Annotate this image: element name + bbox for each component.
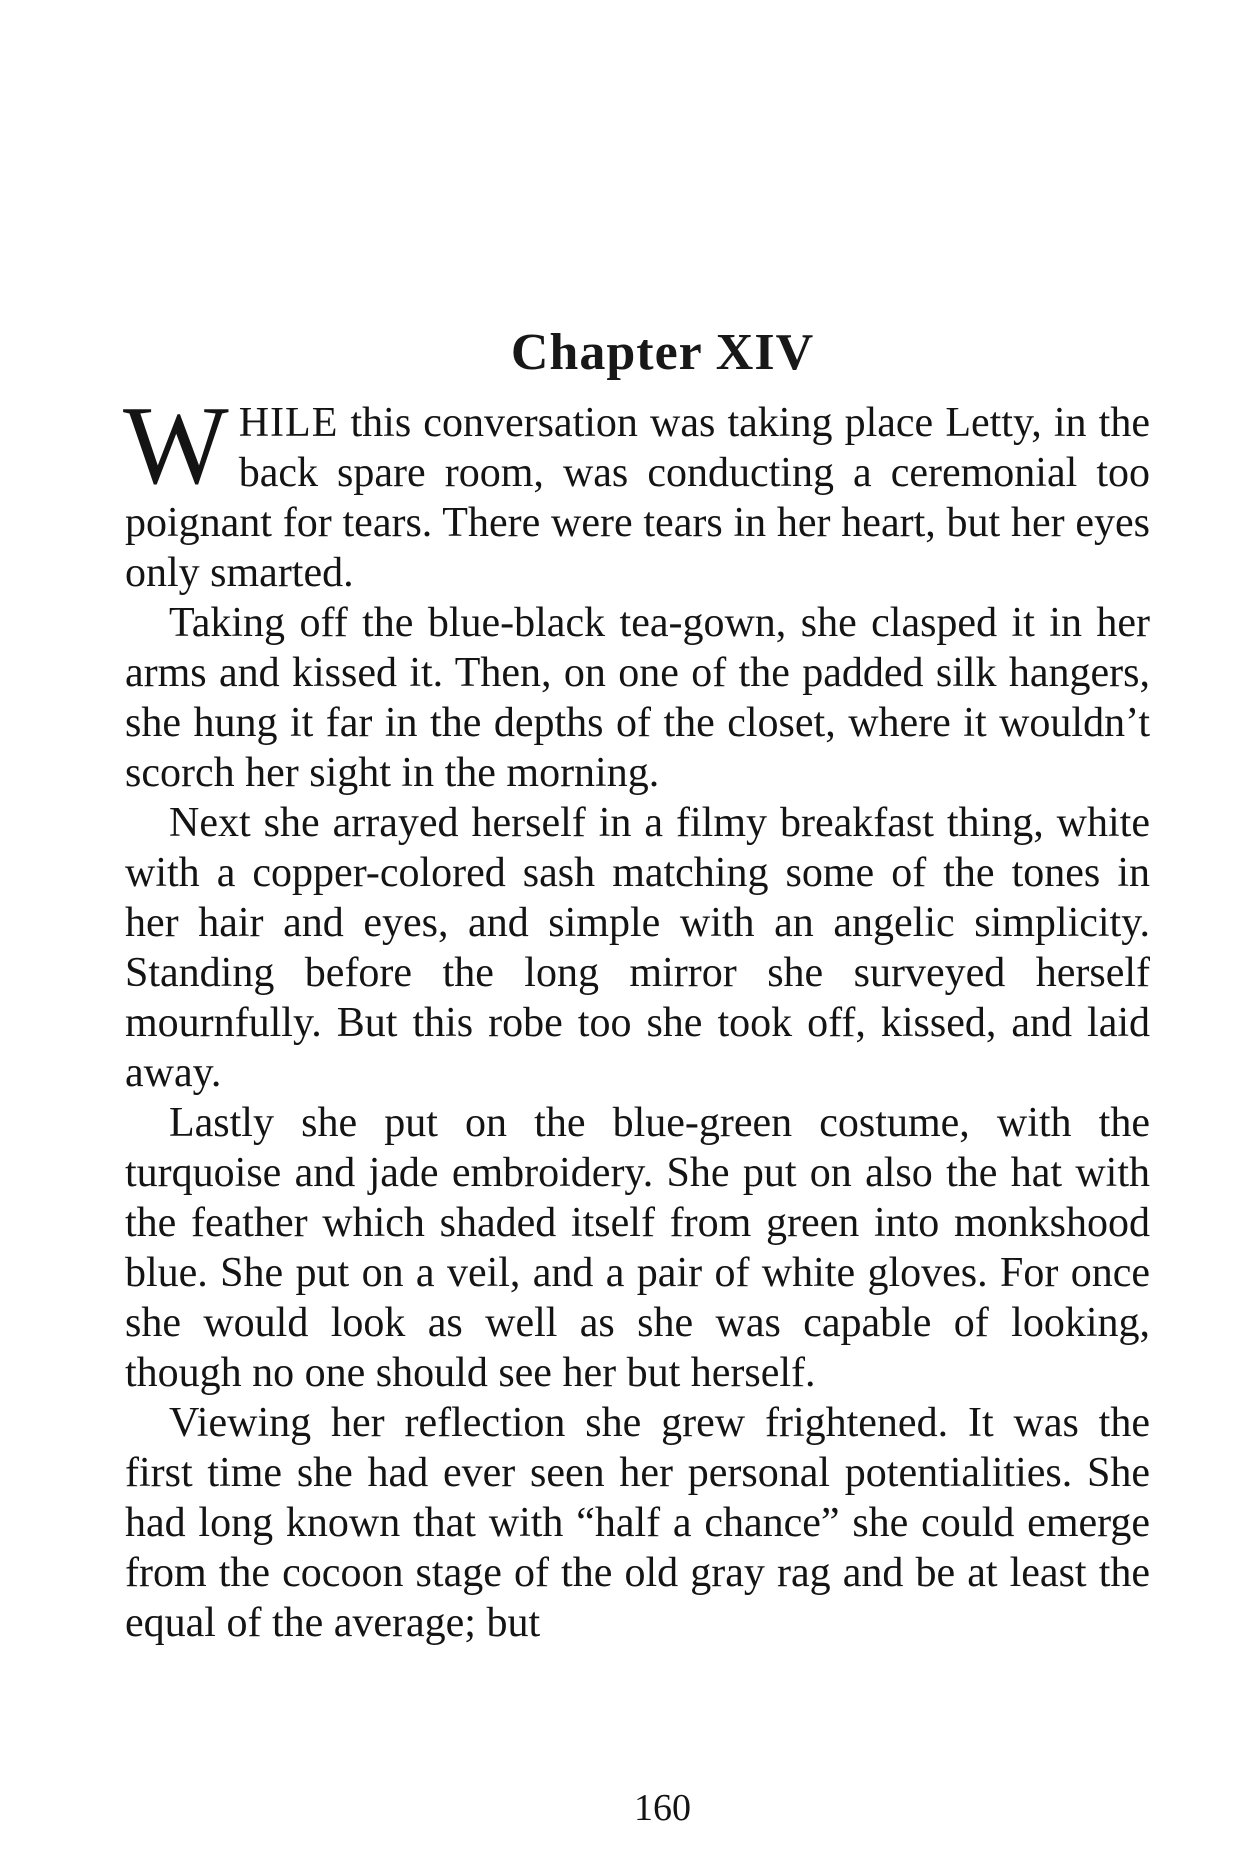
chapter-body [123, 384, 1150, 1648]
drop-cap: W [123, 384, 229, 508]
opening-word-rest: HILE [238, 400, 339, 446]
paragraph-3: Next she arrayed herself in a filmy breakfast thing, white with a copper-colored sash matching some of the tones in her hair and eyes, and simple with an angelic simplicity. Standing before the long mirror she surveyed herself mournfully. But this robe too she took off, kissed, and laid away. [125, 800, 1150, 1096]
paragraph-4: Lastly she put on the blue-green costume, with the turquoise and jade embroidery. She put on also the hat with the feather which shaded itself from green into monkshood blue. She put on a veil, and a pair of white gloves. For once she would look as well as she was capable of looking, though no one should see her but herself. [125, 1100, 1150, 1396]
chapter-title: Chapter XIV [510, 323, 815, 381]
page-number: 160 [634, 1787, 691, 1829]
paragraph-5: Viewing her reflection she grew frightened. It was the first time she had ever seen her personal potentialities. She had long known that with “half a chance” she could emerge from the cocoon stage of the old gray rag and be at least the equal of the average; but [125, 1400, 1150, 1646]
paragraph-1-text: this conversation was taking place Letty, in the back spare room, was conducting a ceremonial too poignant for tears. There were tears in her heart, but her eyes only smarted. [125, 400, 1150, 596]
paragraph-2: Taking off the blue-black tea-gown, she clasped it in her arms and kissed it. Then, on one of the padded silk hangers, she hung it far in the depths of the closet, where it wouldn’t scorch her sight in the morning. [125, 600, 1150, 796]
paragraph-1 [123, 384, 1150, 598]
